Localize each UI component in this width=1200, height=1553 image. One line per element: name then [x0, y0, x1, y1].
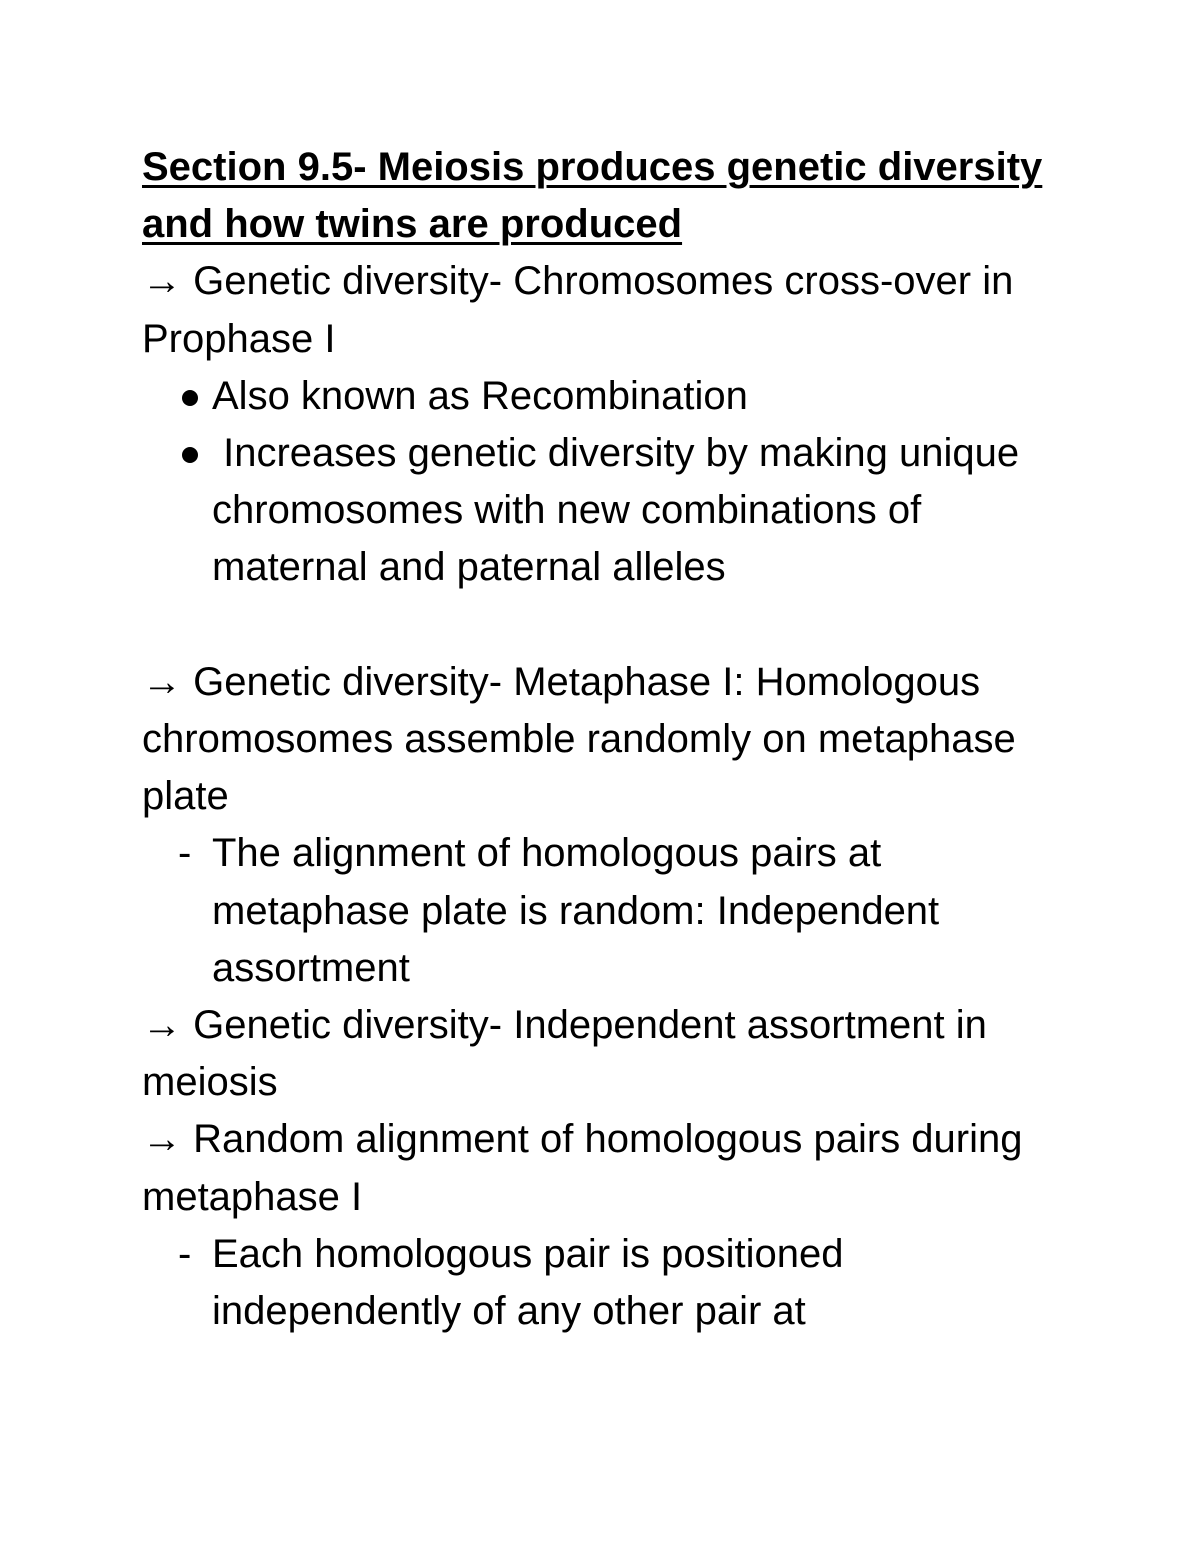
dash-icon: - — [178, 1231, 192, 1276]
paragraph-metaphase — [142, 654, 1072, 826]
list-item — [142, 368, 1072, 425]
list-item-text: The alignment of homologous pairs at metaphase plate is random: Independent assortment — [212, 831, 940, 990]
arrow-icon: → — [142, 1003, 182, 1048]
paragraph-random-alignment-text: Random alignment of homologous pairs during metaphase I — [142, 1117, 1023, 1219]
bullet-icon — [182, 390, 198, 406]
section-heading: Section 9.5- Meiosis produces genetic diversity and how twins are produced — [142, 145, 1043, 247]
blank-line — [142, 597, 1072, 654]
bullet-list-crossover — [142, 368, 1072, 597]
paragraph-independent-text: Genetic diversity- Independent assortment in meiosis — [142, 1003, 987, 1105]
arrow-icon: → — [142, 1117, 182, 1162]
dash-list-random-alignment — [142, 1226, 1072, 1340]
list-item-text: Each homologous pair is positioned independently of any other pair at — [212, 1231, 844, 1334]
list-item — [142, 425, 1072, 597]
arrow-icon: → — [142, 259, 182, 304]
arrow-icon: → — [142, 659, 182, 704]
bullet-icon — [182, 447, 198, 463]
paragraph-crossover — [142, 253, 1072, 367]
list-item-text: Also known as Recombination — [212, 373, 748, 418]
dash-list-metaphase — [142, 825, 1072, 997]
document-content — [142, 139, 1072, 1340]
paragraph-random-alignment — [142, 1111, 1072, 1225]
list-item-text: Increases genetic diversity by making unique chromosomes with new combinations of maternal and paternal alleles — [212, 431, 1031, 590]
list-item — [142, 825, 1072, 997]
dash-icon: - — [178, 831, 192, 876]
paragraph-independent — [142, 997, 1072, 1111]
list-item — [142, 1226, 1072, 1340]
paragraph-metaphase-text: Genetic diversity- Metaphase I: Homologous chromosomes assemble randomly on metaphase plate — [142, 659, 1016, 819]
paragraph-crossover-text: Genetic diversity- Chromosomes cross-over in Prophase I — [142, 259, 1014, 361]
